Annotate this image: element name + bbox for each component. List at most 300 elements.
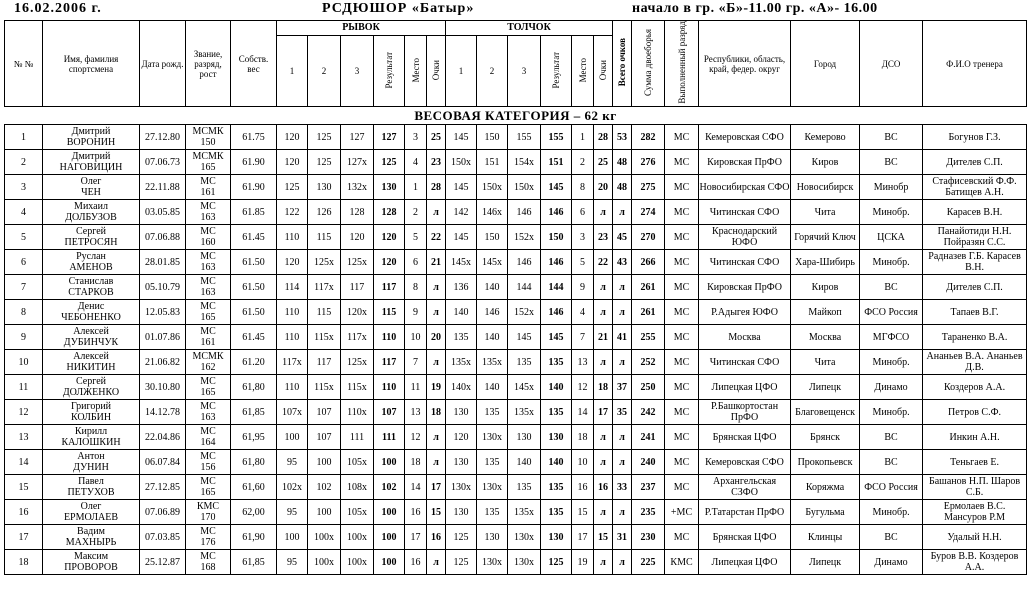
height: 161 — [200, 337, 216, 348]
sport-rank: МС — [200, 451, 216, 462]
cj-points: 28 — [594, 125, 613, 150]
athlete-name — [43, 425, 140, 450]
coach: Петров С.Ф. — [923, 400, 1027, 425]
body-weight: 61.90 — [231, 150, 277, 175]
header-dso: ДСО — [860, 21, 923, 107]
cj-result: 146 — [541, 300, 572, 325]
coach: Ермолаев В.С. Мансуров Р.М — [923, 500, 1027, 525]
total-points: 41 — [613, 325, 632, 350]
dso: ФСО Россия — [860, 300, 923, 325]
snatch-place: 16 — [405, 550, 427, 575]
region: Кемеровская СФО — [699, 450, 791, 475]
height: 163 — [200, 287, 216, 298]
snatch-attempt-2: 130 — [308, 175, 341, 200]
cj-attempt-3: 155 — [508, 125, 541, 150]
body-weight: 61.45 — [231, 225, 277, 250]
cj-attempt-1: 142 — [446, 200, 477, 225]
body-weight: 61,60 — [231, 475, 277, 500]
sport-rank: МС — [200, 226, 216, 237]
snatch-attempt-3: 105х — [341, 450, 374, 475]
rank-height — [186, 125, 231, 150]
region: Брянская ЦФО — [699, 525, 791, 550]
total-sum: 270 — [632, 225, 665, 250]
body-weight: 61.75 — [231, 125, 277, 150]
total-sum: 275 — [632, 175, 665, 200]
birth-date: 14.12.78 — [140, 400, 186, 425]
cj-points: л — [594, 200, 613, 225]
snatch-result: 115 — [374, 300, 405, 325]
dso: Динамо — [860, 550, 923, 575]
body-weight: 61.50 — [231, 250, 277, 275]
sport-rank: МС — [200, 251, 216, 262]
cj-attempt-3: 152х — [508, 225, 541, 250]
cj-place: 5 — [572, 250, 594, 275]
athlete-name — [43, 250, 140, 275]
coach: Стафисевский Ф.Ф. Батищев А.Н. — [923, 175, 1027, 200]
snatch-result: 128 — [374, 200, 405, 225]
cj-result: 140 — [541, 375, 572, 400]
snatch-place: 4 — [405, 150, 427, 175]
cj-attempt-3: 154х — [508, 150, 541, 175]
header-row-groups — [5, 21, 1027, 36]
cj-result: 130 — [541, 525, 572, 550]
cj-attempt-1: 145х — [446, 250, 477, 275]
header-cj-3: 3 — [508, 36, 541, 107]
rank-height — [186, 500, 231, 525]
row-number: 14 — [5, 450, 43, 475]
rank-height — [186, 450, 231, 475]
cj-attempt-3: 146 — [508, 250, 541, 275]
row-number: 10 — [5, 350, 43, 375]
rank-height — [186, 325, 231, 350]
city: Благовещенск — [791, 400, 860, 425]
region: Брянская ЦФО — [699, 425, 791, 450]
height: 165 — [200, 312, 216, 323]
total-points: л — [613, 350, 632, 375]
rank-height — [186, 550, 231, 575]
snatch-result: 130 — [374, 175, 405, 200]
first-name: Дмитрий — [71, 151, 111, 162]
completed-rank: МС — [665, 525, 699, 550]
snatch-attempt-1: 95 — [277, 550, 308, 575]
snatch-attempt-2: 100х — [308, 525, 341, 550]
region: Архангельская СЗФО — [699, 475, 791, 500]
city: Чита — [791, 350, 860, 375]
total-sum: 225 — [632, 550, 665, 575]
rank-height — [186, 300, 231, 325]
sport-rank: МСМК — [192, 351, 224, 362]
cj-result: 151 — [541, 150, 572, 175]
rank-height — [186, 400, 231, 425]
birth-date: 27.12.85 — [140, 475, 186, 500]
cj-place: 14 — [572, 400, 594, 425]
first-name: Григорий — [70, 401, 112, 412]
row-number: 4 — [5, 200, 43, 225]
total-points: л — [613, 550, 632, 575]
competition-date: 16.02.2006 г. — [14, 1, 102, 16]
snatch-attempt-3: 100х — [341, 525, 374, 550]
coach: Теньгаев Е. — [923, 450, 1027, 475]
coach: Панайотиди Н.Н. Пойразян С.С. — [923, 225, 1027, 250]
cj-attempt-1: 125 — [446, 525, 477, 550]
body-weight: 61,85 — [231, 400, 277, 425]
row-number: 17 — [5, 525, 43, 550]
birth-date: 01.07.86 — [140, 325, 186, 350]
cj-attempt-3: 135 — [508, 350, 541, 375]
height: 162 — [200, 362, 216, 373]
snatch-attempt-1: 110 — [277, 225, 308, 250]
cj-attempt-3: 144 — [508, 275, 541, 300]
total-sum: 242 — [632, 400, 665, 425]
cj-result: 135 — [541, 500, 572, 525]
dso: Минобр. — [860, 200, 923, 225]
snatch-points: 21 — [427, 250, 446, 275]
body-weight: 61.20 — [231, 350, 277, 375]
snatch-result: 110 — [374, 375, 405, 400]
total-sum: 230 — [632, 525, 665, 550]
snatch-attempt-2: 115 — [308, 225, 341, 250]
total-points: 53 — [613, 125, 632, 150]
cj-attempt-2: 130х — [477, 475, 508, 500]
cj-points: 21 — [594, 325, 613, 350]
row-number: 5 — [5, 225, 43, 250]
completed-rank: МС — [665, 175, 699, 200]
row-number: 9 — [5, 325, 43, 350]
cj-attempt-3: 150х — [508, 175, 541, 200]
cj-attempt-1: 135х — [446, 350, 477, 375]
cj-result: 146 — [541, 200, 572, 225]
cj-attempt-2: 140 — [477, 375, 508, 400]
completed-rank: МС — [665, 250, 699, 275]
cj-attempt-3: 145х — [508, 375, 541, 400]
snatch-points: 15 — [427, 500, 446, 525]
snatch-attempt-1: 120 — [277, 125, 308, 150]
last-name: АМЕНОВ — [69, 262, 113, 273]
cj-points: 18 — [594, 375, 613, 400]
cj-points: л — [594, 350, 613, 375]
completed-rank: +МС — [665, 500, 699, 525]
header-completed-rank: Выполненный разряд — [665, 21, 699, 107]
snatch-points: 22 — [427, 225, 446, 250]
header-weight: Собств. вес — [231, 21, 277, 107]
total-sum: 266 — [632, 250, 665, 275]
cj-result: 140 — [541, 450, 572, 475]
cj-attempt-2: 150 — [477, 225, 508, 250]
region: Липецкая ЦФО — [699, 550, 791, 575]
snatch-result: 117 — [374, 275, 405, 300]
table-row — [5, 225, 1027, 250]
cj-attempt-2: 130 — [477, 525, 508, 550]
header-snatch-1: 1 — [277, 36, 308, 107]
city: Горячий Ключ — [791, 225, 860, 250]
height: 163 — [200, 212, 216, 223]
cj-attempt-3: 135х — [508, 400, 541, 425]
snatch-attempt-1: 110 — [277, 375, 308, 400]
birth-date: 06.07.84 — [140, 450, 186, 475]
snatch-attempt-3: 108х — [341, 475, 374, 500]
snatch-place: 12 — [405, 425, 427, 450]
snatch-attempt-2: 100 — [308, 450, 341, 475]
cj-place: 19 — [572, 550, 594, 575]
header-total-points: Всего очков — [613, 21, 632, 107]
snatch-attempt-3: 132х — [341, 175, 374, 200]
cj-place: 15 — [572, 500, 594, 525]
cj-attempt-1: 130 — [446, 500, 477, 525]
region: Читинская СФО — [699, 350, 791, 375]
sport-rank: МС — [200, 526, 216, 537]
protocol-table — [4, 20, 1027, 575]
city: Коряжма — [791, 475, 860, 500]
body-weight: 62,00 — [231, 500, 277, 525]
total-points: л — [613, 200, 632, 225]
cj-points: 15 — [594, 525, 613, 550]
snatch-attempt-1: 95 — [277, 450, 308, 475]
sport-rank: МСМК — [192, 151, 224, 162]
cj-attempt-3: 130 — [508, 425, 541, 450]
total-points: 48 — [613, 150, 632, 175]
table-row — [5, 375, 1027, 400]
snatch-points: 17 — [427, 475, 446, 500]
first-name: Станислав — [68, 276, 114, 287]
height: 165 — [200, 162, 216, 173]
athlete-name — [43, 275, 140, 300]
snatch-attempt-2: 115 — [308, 300, 341, 325]
snatch-attempt-1: 122 — [277, 200, 308, 225]
region: Читинская СФО — [699, 200, 791, 225]
completed-rank: МС — [665, 200, 699, 225]
header-cj-2: 2 — [477, 36, 508, 107]
table-row — [5, 425, 1027, 450]
snatch-attempt-2: 117х — [308, 275, 341, 300]
snatch-place: 3 — [405, 125, 427, 150]
snatch-points: л — [427, 450, 446, 475]
snatch-attempt-1: 125 — [277, 175, 308, 200]
last-name: ПЕТРОСЯН — [64, 237, 118, 248]
header-name: Имя, фамилия спортсмена — [43, 21, 140, 107]
rank-height — [186, 525, 231, 550]
total-points: л — [613, 500, 632, 525]
dso: ВС — [860, 275, 923, 300]
header-num: № № — [5, 21, 43, 107]
header-region: Республики, область, край, федер. округ — [699, 21, 791, 107]
city: Хара-Шибирь — [791, 250, 860, 275]
last-name: ЧЕН — [81, 187, 101, 198]
body-weight: 61,95 — [231, 425, 277, 450]
weight-category: ВЕСОВАЯ КАТЕГОРИЯ – 62 кг — [5, 107, 1027, 125]
snatch-points: 18 — [427, 400, 446, 425]
last-name: ПЕТУХОВ — [67, 487, 115, 498]
cj-points: 17 — [594, 400, 613, 425]
total-points: л — [613, 300, 632, 325]
city: Липецк — [791, 550, 860, 575]
header-cj-place: Место — [572, 36, 594, 107]
row-number: 12 — [5, 400, 43, 425]
athlete-name — [43, 400, 140, 425]
row-number: 18 — [5, 550, 43, 575]
cj-result: 130 — [541, 425, 572, 450]
sport-rank: КМС — [196, 501, 220, 512]
sport-rank: МС — [200, 276, 216, 287]
snatch-attempt-2: 115х — [308, 375, 341, 400]
last-name: ДУБИНЧУК — [63, 337, 119, 348]
cj-points: 20 — [594, 175, 613, 200]
completed-rank: МС — [665, 325, 699, 350]
snatch-points: л — [427, 300, 446, 325]
total-sum: 282 — [632, 125, 665, 150]
snatch-attempt-2: 107 — [308, 425, 341, 450]
cj-place: 3 — [572, 225, 594, 250]
header-cj-points: Очки — [594, 36, 613, 107]
header-dob: Дата рожд. — [140, 21, 186, 107]
row-number: 11 — [5, 375, 43, 400]
body-weight: 61.85 — [231, 200, 277, 225]
last-name: НАГОВИЦИН — [59, 162, 123, 173]
region: Кемеровская СФО — [699, 125, 791, 150]
rank-height — [186, 175, 231, 200]
cj-attempt-2: 150х — [477, 175, 508, 200]
first-name: Сергей — [76, 376, 106, 387]
body-weight: 61,85 — [231, 550, 277, 575]
total-points: 35 — [613, 400, 632, 425]
dso: Динамо — [860, 375, 923, 400]
cj-points: 22 — [594, 250, 613, 275]
birth-date: 07.06.89 — [140, 500, 186, 525]
rank-height — [186, 425, 231, 450]
cj-points: л — [594, 550, 613, 575]
sport-rank: МС — [200, 551, 216, 562]
snatch-points: 16 — [427, 525, 446, 550]
city: Майкоп — [791, 300, 860, 325]
athlete-name — [43, 475, 140, 500]
snatch-result: 110 — [374, 325, 405, 350]
snatch-attempt-2: 102 — [308, 475, 341, 500]
city: Киров — [791, 150, 860, 175]
dso: ВС — [860, 150, 923, 175]
total-points: 45 — [613, 225, 632, 250]
rank-height — [186, 225, 231, 250]
snatch-points: 23 — [427, 150, 446, 175]
snatch-attempt-3: 111 — [341, 425, 374, 450]
cj-result: 135 — [541, 475, 572, 500]
total-points: 31 — [613, 525, 632, 550]
sport-rank: МС — [200, 301, 216, 312]
header-snatch-2: 2 — [308, 36, 341, 107]
snatch-attempt-1: 110 — [277, 325, 308, 350]
last-name: ДОЛЖЕНКО — [62, 387, 120, 398]
cj-place: 10 — [572, 450, 594, 475]
sport-rank: МС — [200, 326, 216, 337]
cj-attempt-2: 130х — [477, 425, 508, 450]
cj-result: 144 — [541, 275, 572, 300]
cj-attempt-2: 146х — [477, 200, 508, 225]
cj-points: 25 — [594, 150, 613, 175]
city: Киров — [791, 275, 860, 300]
birth-date: 05.10.79 — [140, 275, 186, 300]
snatch-place: 10 — [405, 325, 427, 350]
row-number: 13 — [5, 425, 43, 450]
first-name: Кирилл — [74, 426, 108, 437]
cj-points: 23 — [594, 225, 613, 250]
height: 163 — [200, 412, 216, 423]
first-name: Вадим — [77, 526, 105, 537]
birth-date: 27.12.80 — [140, 125, 186, 150]
snatch-place: 7 — [405, 350, 427, 375]
cj-attempt-2: 146 — [477, 300, 508, 325]
row-number: 8 — [5, 300, 43, 325]
cj-attempt-2: 140 — [477, 275, 508, 300]
table-row — [5, 200, 1027, 225]
snatch-points: л — [427, 550, 446, 575]
dso: Минобр. — [860, 400, 923, 425]
cj-attempt-3: 130х — [508, 550, 541, 575]
snatch-place: 17 — [405, 525, 427, 550]
first-name: Максим — [73, 551, 109, 562]
cj-attempt-1: 125 — [446, 550, 477, 575]
height: 161 — [200, 187, 216, 198]
snatch-attempt-3: 105х — [341, 500, 374, 525]
first-name: Михаил — [74, 201, 108, 212]
snatch-points: л — [427, 425, 446, 450]
weight-category-row — [5, 107, 1027, 125]
athlete-name — [43, 550, 140, 575]
coach: Радназев Г.Б. Карасев В.Н. — [923, 250, 1027, 275]
sport-rank: МС — [200, 476, 216, 487]
header-snatch-3: 3 — [341, 36, 374, 107]
cj-place: 1 — [572, 125, 594, 150]
height: 176 — [200, 537, 216, 548]
cj-attempt-3: 135х — [508, 500, 541, 525]
athlete-name — [43, 150, 140, 175]
cj-place: 13 — [572, 350, 594, 375]
cj-attempt-3: 146 — [508, 200, 541, 225]
cj-place: 4 — [572, 300, 594, 325]
height: 168 — [200, 562, 216, 573]
coach: Буров В.В. Коздеров А.А. — [923, 550, 1027, 575]
snatch-attempt-2: 126 — [308, 200, 341, 225]
snatch-attempt-2: 115х — [308, 325, 341, 350]
snatch-place: 1 — [405, 175, 427, 200]
table-row — [5, 250, 1027, 275]
height: 165 — [200, 387, 216, 398]
header-snatch-points: Очки — [427, 36, 446, 107]
last-name: НИКИТИН — [66, 362, 116, 373]
completed-rank: МС — [665, 450, 699, 475]
snatch-attempt-3: 100х — [341, 550, 374, 575]
completed-rank: МС — [665, 350, 699, 375]
cj-result: 145 — [541, 325, 572, 350]
cj-attempt-1: 136 — [446, 275, 477, 300]
snatch-place: 16 — [405, 500, 427, 525]
cj-points: л — [594, 275, 613, 300]
snatch-place: 18 — [405, 450, 427, 475]
snatch-place: 14 — [405, 475, 427, 500]
dso: ВС — [860, 125, 923, 150]
athlete-name — [43, 300, 140, 325]
sport-rank: МСМК — [192, 126, 224, 137]
row-number: 15 — [5, 475, 43, 500]
cj-attempt-2: 150 — [477, 125, 508, 150]
birth-date: 07.06.73 — [140, 150, 186, 175]
last-name: КАЛОШКИН — [61, 437, 121, 448]
snatch-attempt-1: 107х — [277, 400, 308, 425]
snatch-attempt-1: 120 — [277, 250, 308, 275]
region: Р.Адыгея ЮФО — [699, 300, 791, 325]
height: 163 — [200, 262, 216, 273]
birth-date: 22.04.86 — [140, 425, 186, 450]
height: 164 — [200, 437, 216, 448]
cj-place: 9 — [572, 275, 594, 300]
birth-date: 22.11.88 — [140, 175, 186, 200]
